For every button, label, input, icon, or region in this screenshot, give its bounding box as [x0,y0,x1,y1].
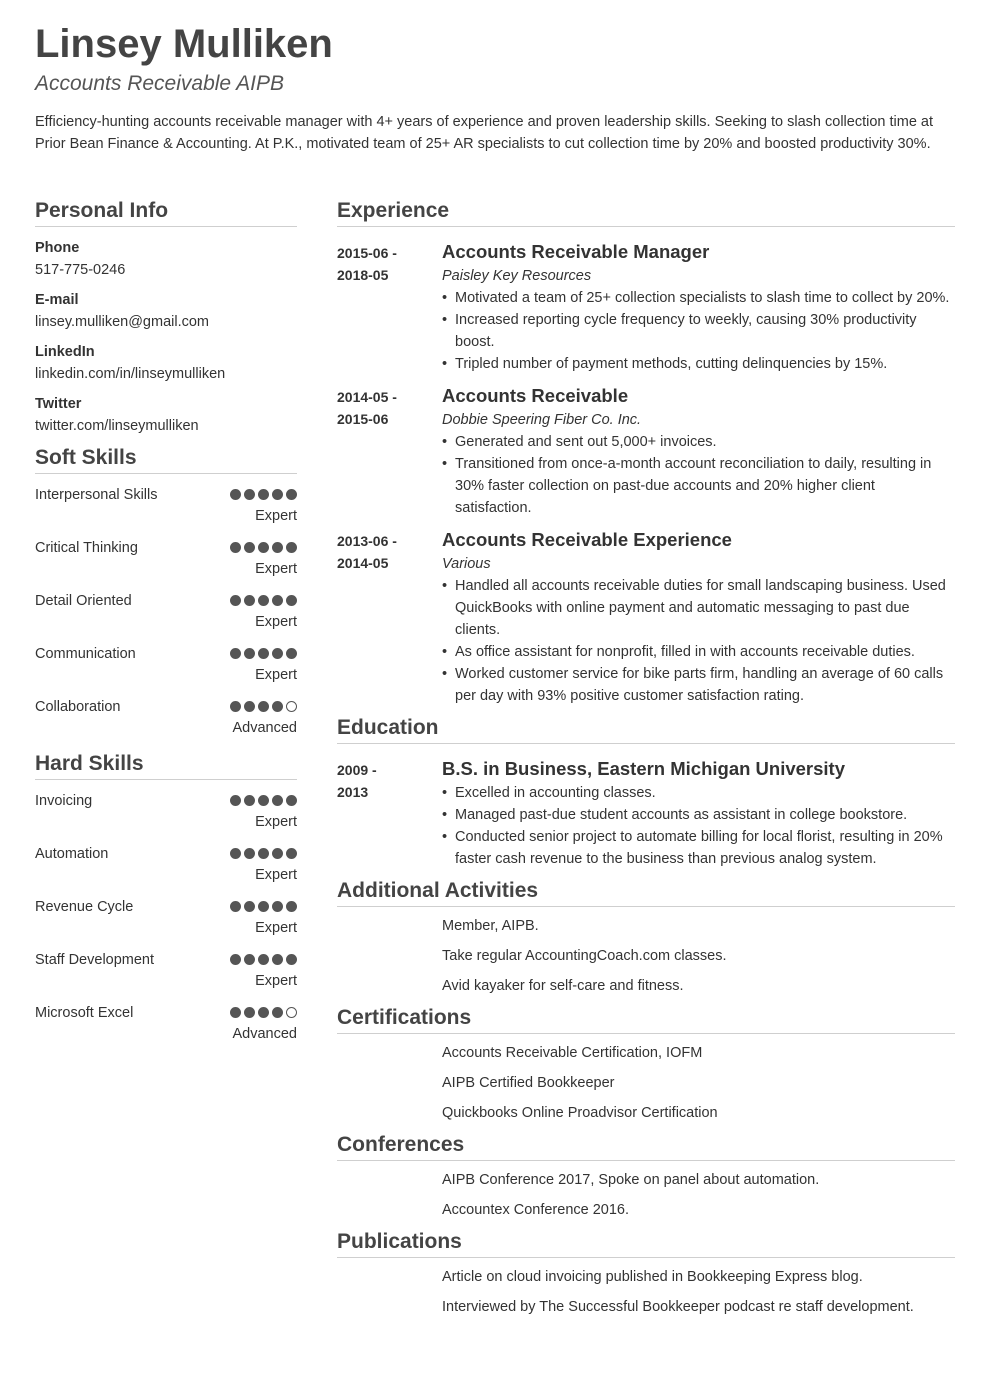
filled-dot-icon [230,648,241,659]
skill-name: Invoicing [35,793,93,809]
conferences-section [337,1132,955,1221]
entry [337,239,955,375]
entry-date [337,386,427,430]
skill-name: Staff Development [35,952,155,968]
additional-activities-title: Additional Activities [337,878,955,907]
linkedin-value: linkedin.com/in/linseymulliken [35,366,226,382]
empty-dot-icon [286,1007,297,1018]
skill-rating [230,954,297,965]
filled-dot-icon [244,954,255,965]
info-label: Phone [35,240,80,256]
publications-title: Publications [337,1229,955,1258]
skill-rating [230,848,297,859]
filled-dot-icon [230,848,241,859]
list-item: Take regular AccountingCoach.com classes. [442,948,727,964]
bullet-item: • Transitioned from once-a-month account reconciliation to daily, resulting in 30% faster collection on past-due accounts and 20% higher client satisfaction. [442,453,955,519]
skill-level: Expert [255,614,297,630]
filled-dot-icon [286,489,297,500]
bullet-list [442,287,955,375]
certifications-title: Certifications [337,1005,955,1034]
skill-rating [230,1007,297,1018]
filled-dot-icon [244,1007,255,1018]
filled-dot-icon [230,542,241,553]
skill-row [35,949,297,1002]
filled-dot-icon [244,489,255,500]
bullet-list [442,782,955,870]
skill-name: Revenue Cycle [35,899,134,915]
twitter-value: twitter.com/linseymulliken [35,418,199,434]
entry-body [442,239,955,375]
skill-level: Expert [255,667,297,683]
entry-title: Accounts Receivable Experience [442,529,732,550]
skill-level: Expert [255,973,297,989]
skill-name: Detail Oriented [35,593,132,609]
list-item: AIPB Certified Bookkeeper [442,1075,615,1091]
date-end: 2018-05 [337,267,389,283]
date-start: 2009 - [337,762,377,778]
filled-dot-icon [286,542,297,553]
filled-dot-icon [272,848,283,859]
filled-dot-icon [244,542,255,553]
conferences-list [337,1161,955,1221]
bullet-item: • Excelled in accounting classes. [442,782,955,804]
entry-title: Accounts Receivable [442,385,629,406]
date-end: 2014-05 [337,555,389,571]
filled-dot-icon [272,701,283,712]
filled-dot-icon [258,542,269,553]
conferences-title: Conferences [337,1132,955,1161]
list-item: Avid kayaker for self-care and fitness. [442,978,684,994]
email-value: linsey.mulliken@gmail.com [35,314,209,330]
soft-skills-list [35,474,297,751]
resume-name: Linsey Mulliken [35,22,333,66]
soft-skills-title: Soft Skills [35,445,297,474]
entry-body [442,756,955,870]
bullet-item: • As office assistant for nonprofit, filled in with accounts receivable duties. [442,641,955,663]
list-item: Accounts Receivable Certification, IOFM [442,1045,703,1061]
entry [337,383,955,519]
bullet-list [442,575,955,707]
entry-organization: Paisley Key Resources [442,268,592,284]
additional-activities-section [337,878,955,997]
filled-dot-icon [258,648,269,659]
date-start: 2015-06 - [337,245,397,261]
filled-dot-icon [244,848,255,859]
experience-section [337,198,955,707]
filled-dot-icon [230,954,241,965]
date-start: 2013-06 - [337,533,397,549]
filled-dot-icon [258,954,269,965]
skill-level: Expert [255,561,297,577]
list-item: Article on cloud invoicing published in Bookkeeping Express blog. [442,1269,863,1285]
filled-dot-icon [230,595,241,606]
bullet-item: • Managed past-due student accounts as assistant in college bookstore. [442,804,955,826]
filled-dot-icon [258,701,269,712]
publications-section [337,1229,955,1318]
bullet-item: • Handled all accounts receivable duties for small landscaping business. Used QuickBooks with online payment and automatic messaging to past due clients. [442,575,955,641]
skill-rating [230,489,297,500]
info-item-phone [35,237,297,281]
info-item-email [35,289,297,333]
skill-name: Communication [35,646,136,662]
skill-name: Critical Thinking [35,540,138,556]
list-item: Accountex Conference 2016. [442,1202,630,1218]
skill-row [35,843,297,896]
hard-skills-list [35,780,297,1057]
list-item: AIPB Conference 2017, Spoke on panel about automation. [442,1172,820,1188]
entry-date [337,759,427,803]
skill-row [35,537,297,590]
bullet-item: • Tripled number of payment methods, cutting delinquencies by 15%. [442,353,955,375]
filled-dot-icon [230,795,241,806]
entry-organization: Dobbie Speering Fiber Co. Inc. [442,412,642,428]
filled-dot-icon [286,648,297,659]
bullet-item: • Worked customer service for bike parts firm, handling an average of 60 calls per day with 93% positive customer satisfaction rating. [442,663,955,707]
left-column [35,198,297,1057]
entry-title: Accounts Receivable Manager [442,241,710,262]
skill-rating [230,595,297,606]
entry [337,756,955,870]
skill-level: Expert [255,814,297,830]
filled-dot-icon [286,954,297,965]
filled-dot-icon [258,901,269,912]
bullet-item: • Increased reporting cycle frequency to weekly, causing 30% productivity boost. [442,309,955,353]
filled-dot-icon [258,489,269,500]
skill-name: Automation [35,846,109,862]
entry [337,527,955,707]
entry-organization: Various [442,556,491,572]
filled-dot-icon [230,901,241,912]
bullet-item: • Conducted senior project to automate billing for local florist, resulting in 20% faster cash revenue to the business than previous analog system. [442,826,955,870]
filled-dot-icon [258,795,269,806]
info-label: LinkedIn [35,344,95,360]
skill-level: Advanced [232,720,297,736]
filled-dot-icon [244,701,255,712]
filled-dot-icon [244,901,255,912]
filled-dot-icon [286,595,297,606]
info-item-twitter [35,393,297,437]
right-column [337,198,955,1326]
soft-skills-section [35,445,297,751]
skill-row [35,696,297,749]
certifications-section [337,1005,955,1124]
skill-name: Collaboration [35,699,121,715]
education-section [337,715,955,870]
list-item: Quickbooks Online Proadvisor Certification [442,1105,718,1121]
skill-row [35,643,297,696]
skill-level: Expert [255,867,297,883]
experience-list [337,227,955,707]
filled-dot-icon [272,648,283,659]
skill-row [35,484,297,537]
hard-skills-section [35,751,297,1057]
filled-dot-icon [258,848,269,859]
bullet-item: • Motivated a team of 25+ collection specialists to slash time to collect by 20%. [442,287,955,309]
skill-level: Advanced [232,1026,297,1042]
filled-dot-icon [272,954,283,965]
skill-rating [230,901,297,912]
filled-dot-icon [230,1007,241,1018]
filled-dot-icon [286,901,297,912]
list-item: Interviewed by The Successful Bookkeeper podcast re staff development. [442,1299,914,1315]
entry-date [337,242,427,286]
skill-row [35,590,297,643]
filled-dot-icon [244,595,255,606]
personal-info-title: Personal Info [35,198,297,227]
date-end: 2015-06 [337,411,389,427]
entry-body [442,383,955,519]
publications-list [337,1258,955,1318]
filled-dot-icon [230,701,241,712]
bullet-item: • Generated and sent out 5,000+ invoices. [442,431,955,453]
skill-row [35,1002,297,1055]
skill-name: Interpersonal Skills [35,487,158,503]
skill-rating [230,701,297,712]
filled-dot-icon [258,1007,269,1018]
entry-body [442,527,955,707]
list-item: Member, AIPB. [442,918,539,934]
info-label: E-mail [35,292,79,308]
info-label: Twitter [35,396,82,412]
filled-dot-icon [286,848,297,859]
filled-dot-icon [272,795,283,806]
personal-info-list [35,227,297,437]
filled-dot-icon [230,489,241,500]
skill-row [35,896,297,949]
date-end: 2013 [337,784,369,800]
additional-activities-list [337,907,955,997]
skill-level: Expert [255,920,297,936]
skill-level: Expert [255,508,297,524]
filled-dot-icon [272,595,283,606]
filled-dot-icon [244,648,255,659]
skill-name: Microsoft Excel [35,1005,134,1021]
skill-row [35,790,297,843]
filled-dot-icon [244,795,255,806]
info-item-linkedin [35,341,297,385]
education-title: Education [337,715,955,744]
resume-role: Accounts Receivable AIPB [35,72,285,95]
skill-rating [230,542,297,553]
skill-rating [230,648,297,659]
filled-dot-icon [272,1007,283,1018]
filled-dot-icon [272,489,283,500]
phone-value: 517-775-0246 [35,262,126,278]
experience-title: Experience [337,198,955,227]
date-start: 2014-05 - [337,389,397,405]
skill-rating [230,795,297,806]
filled-dot-icon [286,795,297,806]
entry-title: B.S. in Business, Eastern Michigan University [442,758,846,779]
resume-summary: Efficiency-hunting accounts receivable manager with 4+ years of experience and proven leadership skills. Seeking to slash collection time at Prior Bean Finance & Accounting. At P.K., motivated team of 25+ AR specialists to cut collection time by 20% and boosted productivity 30%. [35,114,934,152]
filled-dot-icon [272,542,283,553]
certifications-list [337,1034,955,1124]
personal-info-section [35,198,297,437]
entry-date [337,530,427,574]
filled-dot-icon [258,595,269,606]
education-list [337,744,955,870]
filled-dot-icon [272,901,283,912]
bullet-list [442,431,955,519]
hard-skills-title: Hard Skills [35,751,297,780]
empty-dot-icon [286,701,297,712]
